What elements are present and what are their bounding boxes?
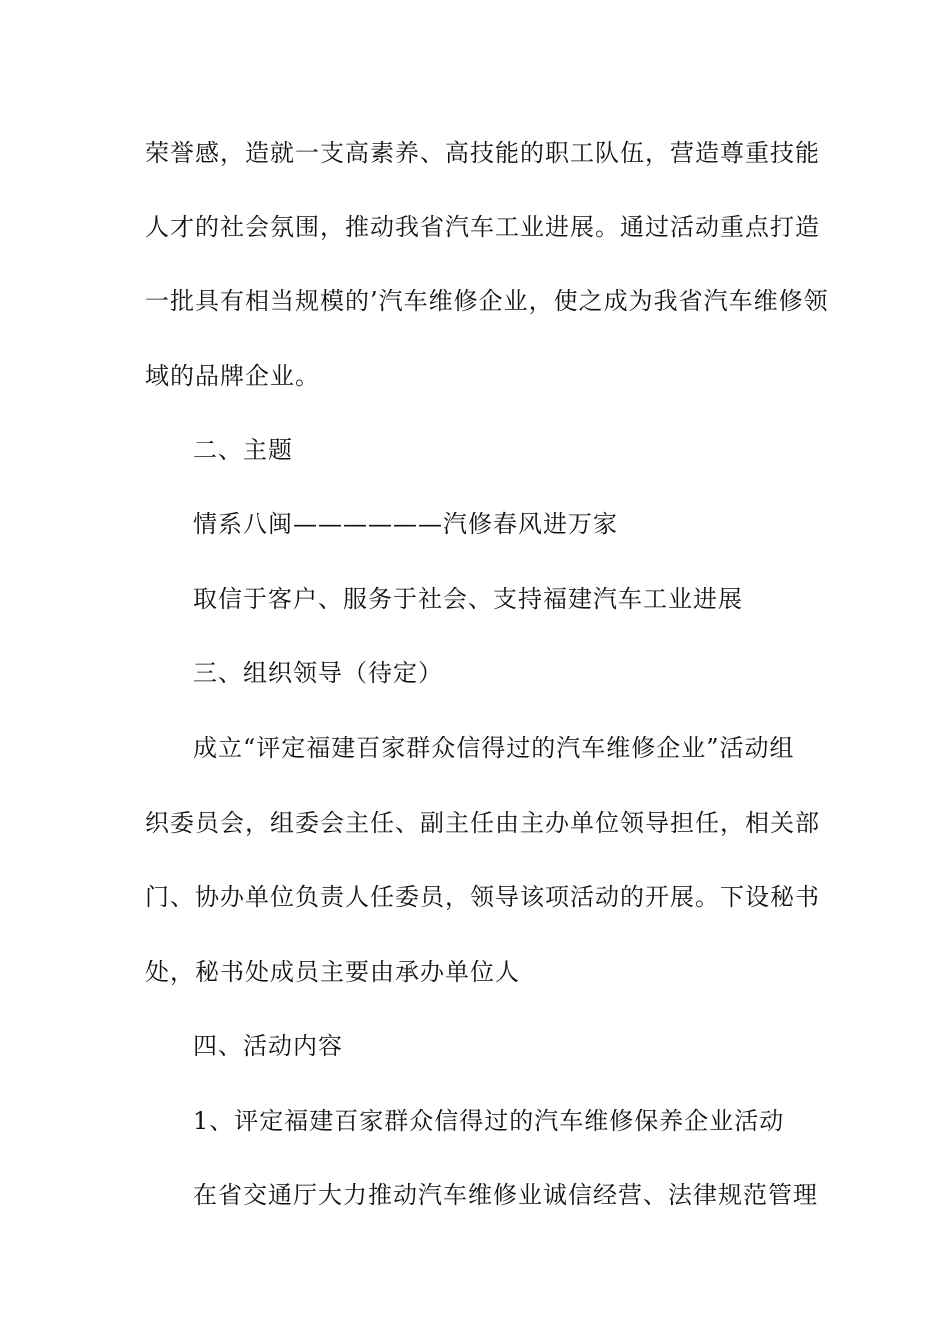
paragraph-line: 门、协办单位负责人任委员，领导该项活动的开展。下设秘书 xyxy=(145,883,820,911)
subsection-heading: 1、评定福建百家群众信得过的汽车维修保养企业活动 xyxy=(193,1107,785,1135)
paragraph-line: 成立“评定福建百家群众信得过的汽车维修企业”活动组 xyxy=(193,734,795,762)
paragraph-line: 织委员会，组委会主任、副主任由主办单位领导担任，相关部 xyxy=(145,809,820,837)
section-heading: 二、主题 xyxy=(193,436,293,464)
section-heading: 三、组织领导（待定） xyxy=(193,659,443,687)
paragraph-line: 人才的社会氛围，推动我省汽车工业进展。通过活动重点打造 xyxy=(145,213,820,241)
paragraph-line: 荣誉感，造就一支高素养、高技能的职工队伍，营造尊重技能 xyxy=(145,139,820,167)
paragraph-line: 在省交通厅大力推动汽车维修业诚信经营、法律规范管理 xyxy=(193,1181,818,1209)
paragraph-line: 一批具有相当规模的’汽车维修企业，使之成为我省汽车维修领 xyxy=(145,287,829,315)
section-heading: 四、活动内容 xyxy=(193,1032,343,1060)
paragraph-line: 取信于客户、服务于社会、支持福建汽车工业进展 xyxy=(193,585,743,613)
paragraph-line: 处，秘书处成员主要由承办单位人 xyxy=(145,958,520,986)
paragraph-line: 域的品牌企业。 xyxy=(145,362,320,390)
paragraph-line: 情系八闽——————汽修春风进万家 xyxy=(193,510,618,538)
